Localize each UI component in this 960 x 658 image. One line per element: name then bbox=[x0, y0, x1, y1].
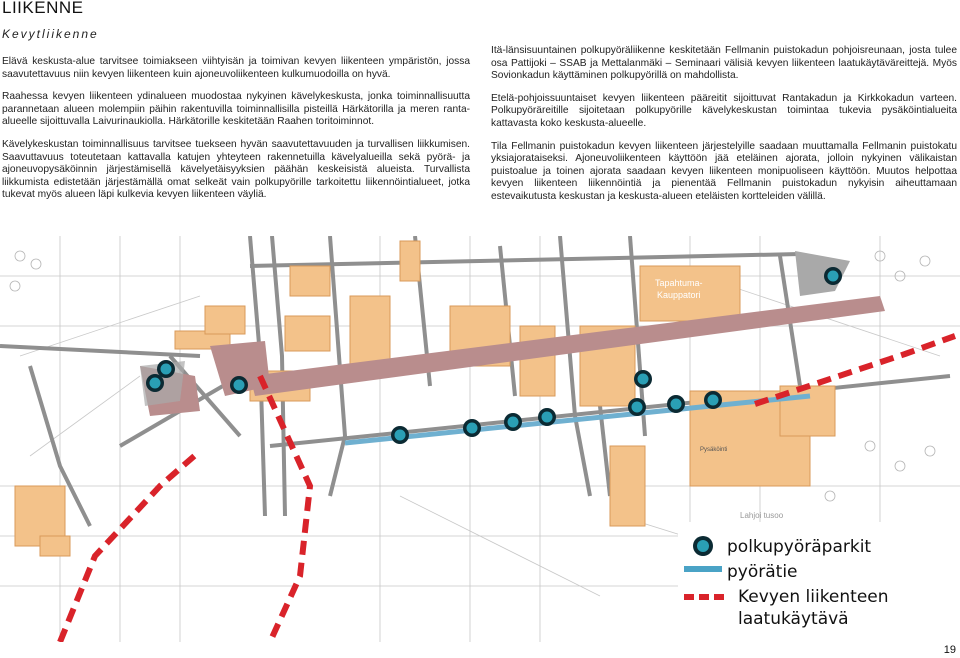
map-label-street: Lahjoi tusoo bbox=[740, 511, 784, 520]
right-paragraph-3: Tila Fellmanin puistokadun kevyen liikenteen järjestelyille saadaan muuttamalla Fellmanin puistokatu yksiajorataiseksi. Ajoneuvoliikenteen käyttöön jää eteläinen ajorata, jolloin nykyinen välikaistan puistoalue ja toinen ajorata saadaan kevyen liikenteen monipuoliseen käyttöön. Muutos helpottaa kevyen liikenteen liikennöintiä ja pienentää Fellmanin puistokadun nykyisin aiheuttamaan estevaikutusta keskustan ja keskusta-alueen eteläisten kortteleiden välillä. bbox=[491, 140, 957, 202]
parking-marker bbox=[667, 395, 685, 413]
legend-parking-icon bbox=[693, 536, 713, 556]
map-label-small: Pysäköinti bbox=[700, 447, 728, 453]
page-title: LIIKENNE bbox=[2, 0, 84, 17]
right-column bbox=[491, 45, 957, 214]
parking-marker bbox=[538, 408, 556, 426]
map-label-market-1: Tapahtuma- bbox=[655, 278, 703, 288]
parking-marker bbox=[157, 360, 175, 378]
parking-marker bbox=[824, 267, 842, 285]
left-paragraph-3: Kävelykeskustan toiminnallisuus tarvitsee tuekseen hyvän saavutettavuuden ja turvallisen liikkumisen. Saavuttavuus toteutetaan kattavalla katujen yhteyteen rakennetuilla kävelyalueilla sekä pyörä- ja ajoneuvopysäköinnin järjestämisellä kävelyetäisyyksien päähän keskeisistä alueista. Turvallista liikkumista edistetään järjestämällä omat selkeät vain polkupyörille tarkoitettu liikennöintialueet, jotka tukevat myös alueen läpi kulkevia kevyen liikenteen väyliä. bbox=[2, 138, 470, 201]
right-paragraph-2: Etelä-pohjoissuuntaiset kevyen liikenteen pääreitit sijoittuvat Rantakadun ja Kirkkokadun varteen. Polkupyöräreitille sijoitetaan polkupyörille kävelykeskustan toimintaa tukevia pysäköintialueita kattavasta koko keskusta-alueelle. bbox=[491, 92, 957, 129]
parking-marker bbox=[230, 376, 248, 394]
parking-marker bbox=[463, 419, 481, 437]
traffic-map bbox=[0, 236, 960, 642]
right-paragraph-1: Itä-länsisuuntainen polkupyöräliikenne keskitetään Fellmanin puistokadun pohjoisreunaan, josta tulee osa Pattijoki – SSAB ja Mettalanmäki – Seminaari välisiä kevyen liikenteen laatukäytäväreittejä. Myös Sovionkadun käyttäminen polkupyörillä on mahdollista. bbox=[491, 45, 957, 82]
legend-bikeway-label: pyörätie bbox=[727, 562, 798, 582]
legend-bikeway-swatch bbox=[684, 566, 722, 572]
parking-marker bbox=[146, 374, 164, 392]
map-legend bbox=[678, 522, 960, 642]
map-label-market-2: Kauppatori bbox=[657, 290, 701, 300]
left-paragraph-2: Raahessa kevyen liikenteen ydinalueen muodostaa nykyinen kävelykeskusta, jonka toiminnallisuutta parannetaan alueen molempiin päihin rakentuvilla toiminnallisilla pisteillä Härkätorilla ja meren ranta-alueelle sijoittuvalla Laivurinaukiolla. Härkätorille keskitetään Raahen toritoiminnot. bbox=[2, 91, 470, 128]
parking-marker bbox=[504, 413, 522, 431]
section-subtitle: Kevytliikenne bbox=[2, 27, 99, 41]
page-number: 19 bbox=[943, 644, 956, 656]
left-paragraph-1: Elävä keskusta-alue tarvitsee toimiakseen viihtyisän ja toimivan kevyen liikenteen ympäristön, jossa saavutettavuus niin kevyen liikenteen kuin ajoneuvoliikenteen kulkumuodoilla on hyvä. bbox=[2, 56, 470, 80]
parking-marker bbox=[628, 398, 646, 416]
left-column bbox=[2, 56, 470, 212]
legend-corridor-label-1: Kevyen liikenteen bbox=[738, 587, 889, 607]
parking-marker bbox=[391, 426, 409, 444]
parking-marker bbox=[634, 370, 652, 388]
legend-parking-label: polkupyöräparkit bbox=[727, 537, 872, 557]
parking-marker bbox=[704, 391, 722, 409]
legend-corridor-label-2: laatukäytävä bbox=[738, 609, 849, 629]
